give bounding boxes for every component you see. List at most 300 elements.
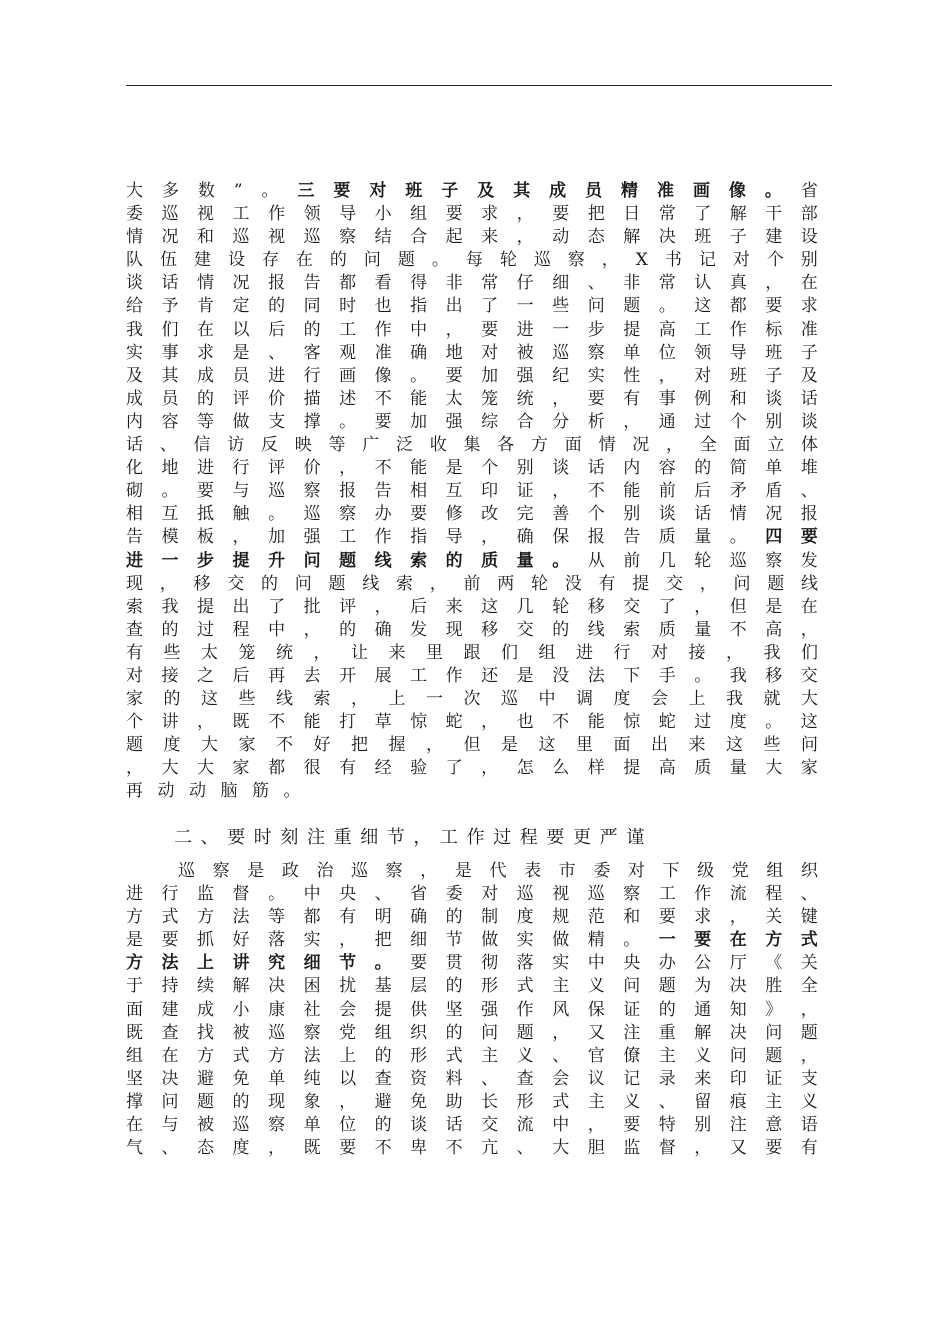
text-char: 是 [445, 458, 463, 479]
text-char: 的 [197, 388, 215, 409]
text-char: 别 [800, 250, 818, 271]
text-char: 织 [410, 1022, 428, 1043]
text-char: 部 [800, 204, 818, 225]
text-char: 来 [388, 642, 406, 663]
text-char: 确 [516, 527, 534, 548]
text-char: 确 [410, 342, 428, 363]
text-char: 强 [303, 527, 321, 548]
text-char: 评 [268, 458, 286, 479]
text-char: 特 [658, 1115, 676, 1136]
text-char: 问 [294, 573, 312, 594]
text-char: 表 [524, 861, 542, 881]
text-char: 量 [694, 619, 712, 640]
text-char: 巡 [232, 1115, 250, 1136]
text-char: 不 [374, 1138, 392, 1159]
text-char: 程 [232, 619, 250, 640]
text-char: 能 [623, 481, 641, 502]
text-char: 都 [729, 296, 747, 317]
text-char: 标 [765, 319, 783, 340]
text-char: 胆 [587, 1138, 605, 1159]
text-char: 范 [587, 907, 605, 928]
text-char: 不 [268, 712, 286, 733]
text-line [126, 619, 818, 642]
text-char: 我 [763, 642, 781, 663]
text-char: 板 [197, 527, 215, 548]
text-char: 流 [729, 884, 747, 905]
text-char: 主 [587, 1091, 605, 1112]
text-char: 查 [161, 1022, 179, 1043]
text-line [126, 999, 818, 1022]
text-char: 进 [197, 458, 215, 479]
text-char: 实 [126, 342, 143, 363]
text-char: 干 [765, 204, 783, 225]
text-char: 相 [126, 504, 143, 525]
text-char: 报 [268, 273, 286, 294]
text-char: 轮 [499, 250, 517, 271]
text-char: 强 [516, 365, 534, 386]
text-char: 况 [161, 227, 179, 248]
text-char: 讲 [232, 953, 250, 974]
text-char: 手 [658, 665, 676, 686]
text-char: 话 [694, 504, 712, 525]
text-char: 、 [800, 884, 818, 905]
text-char: 证 [623, 999, 641, 1020]
text-char: 法 [587, 665, 605, 686]
text-char: ， [729, 907, 747, 928]
text-char: 跟 [463, 642, 481, 663]
text-char: 中 [538, 689, 556, 710]
text-char: 再 [126, 781, 158, 802]
text-char: 况 [632, 435, 650, 456]
text-char: 组 [766, 861, 784, 881]
text-char: ， [694, 596, 712, 617]
text-char: ， [426, 735, 443, 756]
text-char: 筋 [252, 781, 284, 802]
text-char: 的 [552, 619, 570, 640]
text-char: 起 [445, 227, 463, 248]
text-char: 一 [426, 689, 443, 710]
text-char: 析 [587, 411, 605, 432]
text-line [126, 503, 818, 526]
text-char: 。 [283, 781, 315, 802]
text-char: 求 [800, 296, 818, 317]
text-char: 改 [481, 504, 499, 525]
text-char: 工 [339, 527, 357, 548]
text-char: 中 [410, 319, 428, 340]
text-char: 了 [481, 296, 499, 317]
text-char: 查 [516, 1068, 534, 1089]
text-char: 大 [197, 758, 215, 779]
text-char: 些 [552, 296, 570, 317]
text-char: 证 [516, 481, 534, 502]
text-line [126, 757, 818, 780]
text-char: 谈 [658, 504, 676, 525]
text-char: 员 [161, 388, 179, 409]
text-char: 谈 [800, 411, 818, 432]
text-char: 加 [268, 527, 286, 548]
text-char: 。 [658, 296, 676, 317]
text-char: 题 [623, 296, 641, 317]
text-char: 解 [694, 1022, 712, 1043]
text-char: 个 [126, 712, 143, 733]
text-char: 度 [613, 689, 631, 710]
text-char: 卑 [410, 1138, 428, 1159]
text-char: 能 [410, 458, 428, 479]
text-char: 线 [587, 619, 605, 640]
text-line [126, 975, 818, 998]
text-char: 法 [161, 953, 179, 974]
text-char: 没 [564, 573, 582, 594]
text-char: 别 [694, 1115, 712, 1136]
text-char: 和 [623, 907, 641, 928]
text-char: 问 [765, 1022, 783, 1043]
text-char: 问 [733, 573, 751, 594]
text-char: 移 [587, 596, 605, 617]
text-char: 。 [552, 550, 570, 571]
text-char: 式 [232, 1045, 250, 1066]
text-char: 确 [374, 619, 392, 640]
text-char: 和 [729, 388, 747, 409]
text-char: 话 [587, 458, 605, 479]
text-char: 轮 [694, 550, 712, 571]
text-char: 子 [765, 365, 783, 386]
text-char: 作 [516, 999, 534, 1020]
text-char: 接 [161, 665, 179, 686]
text-char: 纯 [303, 1068, 321, 1089]
text-char: 立 [767, 435, 785, 456]
text-char: 的 [694, 458, 712, 479]
text-char: 提 [197, 596, 215, 617]
text-char: 导 [729, 342, 747, 363]
text-char: 议 [587, 1068, 605, 1089]
text-char: 统 [276, 642, 293, 663]
text-char: 、 [587, 273, 605, 294]
text-char: 况 [765, 504, 783, 525]
text-char: 在 [126, 1115, 143, 1136]
text-char: 轮 [552, 596, 570, 617]
text-char: 、 [159, 435, 177, 456]
text-char: 巡 [303, 504, 321, 525]
text-char: 领 [303, 204, 321, 225]
text-char: 式 [161, 907, 179, 928]
text-char: 全 [699, 435, 717, 456]
text-char: 线 [276, 689, 293, 710]
text-char: 会 [651, 689, 668, 710]
text-char: 免 [410, 1091, 428, 1112]
text-char: 要 [374, 411, 392, 432]
text-char: 的 [658, 999, 676, 1020]
text-char: 指 [410, 527, 428, 548]
text-char: ， [159, 573, 177, 594]
text-char: 层 [410, 976, 428, 997]
text-char: 能 [410, 388, 428, 409]
text-char: 成 [197, 365, 215, 386]
text-char: 要 [481, 319, 499, 340]
text-line [126, 883, 818, 906]
text-char: 事 [658, 388, 676, 409]
text-char: 问 [303, 550, 321, 571]
text-char: 主 [481, 1045, 499, 1066]
text-line [126, 1045, 818, 1068]
text-line [126, 688, 818, 711]
text-char: 成 [549, 181, 567, 201]
text-char: 进 [268, 365, 286, 386]
text-char: 办 [374, 504, 392, 525]
text-char: 的 [445, 550, 463, 571]
text-char: 价 [268, 388, 286, 409]
text-char: 题 [658, 976, 676, 997]
text-char: 作 [268, 204, 286, 225]
text-char: 像 [374, 365, 392, 386]
text-char: 有 [800, 1138, 818, 1159]
text-char: 一 [516, 296, 534, 317]
text-char: 合 [410, 227, 428, 248]
text-char: 续 [197, 976, 215, 997]
text-char: ， [658, 365, 676, 386]
text-char: 简 [729, 458, 747, 479]
text-char: 巡 [501, 689, 518, 710]
text-char: 省 [800, 181, 818, 201]
text-char: 动 [189, 781, 221, 802]
text-char: 决 [729, 976, 747, 997]
text-char: 各 [497, 435, 515, 456]
text-char: 现 [268, 1091, 286, 1112]
text-char: 题 [397, 250, 415, 271]
text-char: 笼 [238, 642, 256, 663]
text-char: 式 [445, 1045, 463, 1066]
text-char: 对 [694, 365, 712, 386]
text-char: 撑 [303, 411, 321, 432]
text-char: 一 [552, 319, 570, 340]
text-char: 巡 [552, 342, 570, 363]
text-line [126, 365, 818, 388]
text-line [126, 665, 818, 688]
text-char: 大 [801, 689, 818, 710]
text-line [126, 411, 818, 434]
text-char: 是 [232, 342, 250, 363]
text-char: 砌 [126, 481, 143, 502]
text-char: 保 [587, 999, 605, 1020]
text-char: 但 [729, 596, 747, 617]
text-char: 义 [694, 1045, 712, 1066]
text-char: ， [374, 596, 392, 617]
text-char: 会 [552, 1068, 570, 1089]
text-char: 要 [161, 930, 179, 951]
text-char: 这 [726, 735, 743, 756]
text-char: ， [303, 619, 321, 640]
text-char: 况 [232, 273, 250, 294]
text-char: 节 [339, 953, 357, 974]
text-char: 里 [576, 735, 593, 756]
text-char: X [635, 250, 648, 271]
text-char: 好 [232, 930, 250, 951]
text-char: 被 [197, 1115, 215, 1136]
text-char: 巡 [516, 884, 534, 905]
text-char: 节 [445, 930, 463, 951]
text-char: 对 [126, 665, 143, 686]
text-char: 统 [516, 388, 534, 409]
text-char: 质 [481, 550, 499, 571]
text-char: 描 [303, 388, 321, 409]
text-char: 供 [410, 999, 428, 1020]
text-char: 不 [729, 619, 747, 640]
text-char: 巡 [351, 861, 369, 881]
text-char: 建 [161, 999, 179, 1020]
text-line [126, 573, 818, 596]
text-char: 打 [339, 712, 357, 733]
text-char: 决 [729, 1022, 747, 1043]
text-char: 察 [268, 1115, 286, 1136]
text-char: 中 [268, 619, 286, 640]
text-char: 能 [587, 712, 605, 733]
text-char: 精 [621, 181, 639, 201]
text-char: 方 [268, 1045, 286, 1066]
text-char: 织 [800, 861, 818, 881]
text-char: 确 [410, 907, 428, 928]
text-char: 么 [552, 758, 570, 779]
text-char: 草 [374, 712, 392, 733]
text-char: 了 [658, 596, 676, 617]
text-char: 时 [339, 296, 357, 317]
text-char: 情 [729, 504, 747, 525]
text-char: 后 [410, 596, 428, 617]
text-char: 讲 [161, 712, 179, 733]
text-line [126, 388, 818, 411]
text-char: 有 [339, 907, 357, 928]
text-char: 映 [294, 435, 312, 456]
text-char: ， [232, 527, 250, 548]
text-char: 班 [765, 342, 783, 363]
text-char: 索 [126, 596, 143, 617]
text-char: 样 [587, 758, 605, 779]
text-char: 进 [516, 319, 534, 340]
text-char: 要 [333, 181, 351, 201]
text-char: 助 [445, 1091, 463, 1112]
text-char: 能 [303, 712, 321, 733]
text-char: 现 [126, 573, 143, 594]
text-char: 要 [765, 296, 783, 317]
text-char: 事 [161, 342, 179, 363]
text-char: 对 [481, 884, 499, 905]
text-char: 个 [587, 504, 605, 525]
text-char: 坚 [126, 1068, 143, 1089]
text-char: 从 [587, 550, 605, 571]
text-char: 准 [657, 181, 674, 201]
text-char: 出 [232, 596, 250, 617]
text-char: 又 [729, 1138, 747, 1159]
text-char: 行 [232, 458, 250, 479]
text-char: 过 [197, 619, 215, 640]
text-char: 调 [576, 689, 593, 710]
text-line [126, 860, 818, 883]
text-char: 巡 [533, 250, 551, 271]
text-char: 。 [261, 181, 279, 201]
text-char: 及 [477, 181, 495, 201]
text-char: ， [552, 388, 570, 409]
text-line [126, 272, 818, 295]
text-char: 题 [767, 573, 785, 594]
text-char: 质 [658, 527, 676, 548]
text-char: 组 [126, 1045, 143, 1066]
text-line [126, 1068, 818, 1091]
text-char: 究 [268, 953, 286, 974]
text-char: 反 [261, 435, 278, 456]
text-char: 长 [481, 1091, 499, 1112]
text-char: 既 [303, 1138, 321, 1159]
text-char: 单 [268, 1068, 286, 1089]
text-char: 矛 [729, 481, 747, 502]
text-char: 以 [232, 319, 250, 340]
text-char: 组 [538, 642, 556, 663]
text-line [126, 434, 818, 457]
text-char: 的 [445, 976, 463, 997]
text-char: 结 [374, 227, 392, 248]
text-char: 批 [303, 596, 321, 617]
text-char: 上 [688, 689, 706, 710]
text-char: 经 [374, 758, 392, 779]
text-char: 在 [800, 273, 818, 294]
text-char: 态 [197, 1138, 215, 1159]
text-char: 互 [445, 481, 463, 502]
text-char: 每 [465, 250, 483, 271]
text-char: 细 [303, 953, 321, 974]
text-char: 记 [698, 250, 716, 271]
text-char: 蛇 [658, 712, 676, 733]
text-char: 好 [313, 735, 331, 756]
text-char: 。 [694, 665, 712, 686]
text-char: 。 [161, 481, 179, 502]
text-char: 述 [339, 388, 357, 409]
text-char: 免 [232, 1068, 250, 1089]
text-char: 来 [694, 1068, 712, 1089]
text-char: 面 [564, 435, 582, 456]
text-char: 报 [800, 504, 818, 525]
text-char: 书 [664, 250, 682, 271]
text-char: 巡 [232, 227, 250, 248]
text-char: 几 [516, 596, 534, 617]
text-char: 内 [623, 458, 641, 479]
text-char: 印 [481, 481, 499, 502]
text-char: ， [313, 642, 331, 663]
text-char: 体 [801, 435, 818, 456]
text-char: 、 [516, 1138, 534, 1159]
text-char: 别 [623, 504, 641, 525]
text-char: 四 [765, 527, 783, 548]
text-char: 题 [197, 1091, 215, 1112]
text-char: 数 [197, 181, 215, 201]
text-char: 有 [623, 388, 641, 409]
text-char: 决 [658, 227, 676, 248]
text-char: 的 [339, 619, 357, 640]
text-char: 是 [126, 930, 143, 951]
text-char: 这 [538, 735, 556, 756]
text-char: 察 [587, 342, 605, 363]
text-char: 细 [552, 273, 570, 294]
text-char: 方 [126, 907, 143, 928]
text-char: 们 [161, 319, 179, 340]
text-char: 广 [362, 435, 380, 456]
text-char: 要 [197, 481, 215, 502]
text-char: 形 [516, 1091, 534, 1112]
text-char: 作 [694, 884, 712, 905]
text-char: 留 [694, 1091, 712, 1112]
text-char: 大 [552, 1138, 570, 1159]
text-char: 组 [374, 1022, 392, 1043]
text-char: 工 [339, 319, 357, 340]
text-char: 面 [733, 435, 751, 456]
text-char: 蛇 [445, 712, 463, 733]
text-char: 求 [197, 342, 215, 363]
